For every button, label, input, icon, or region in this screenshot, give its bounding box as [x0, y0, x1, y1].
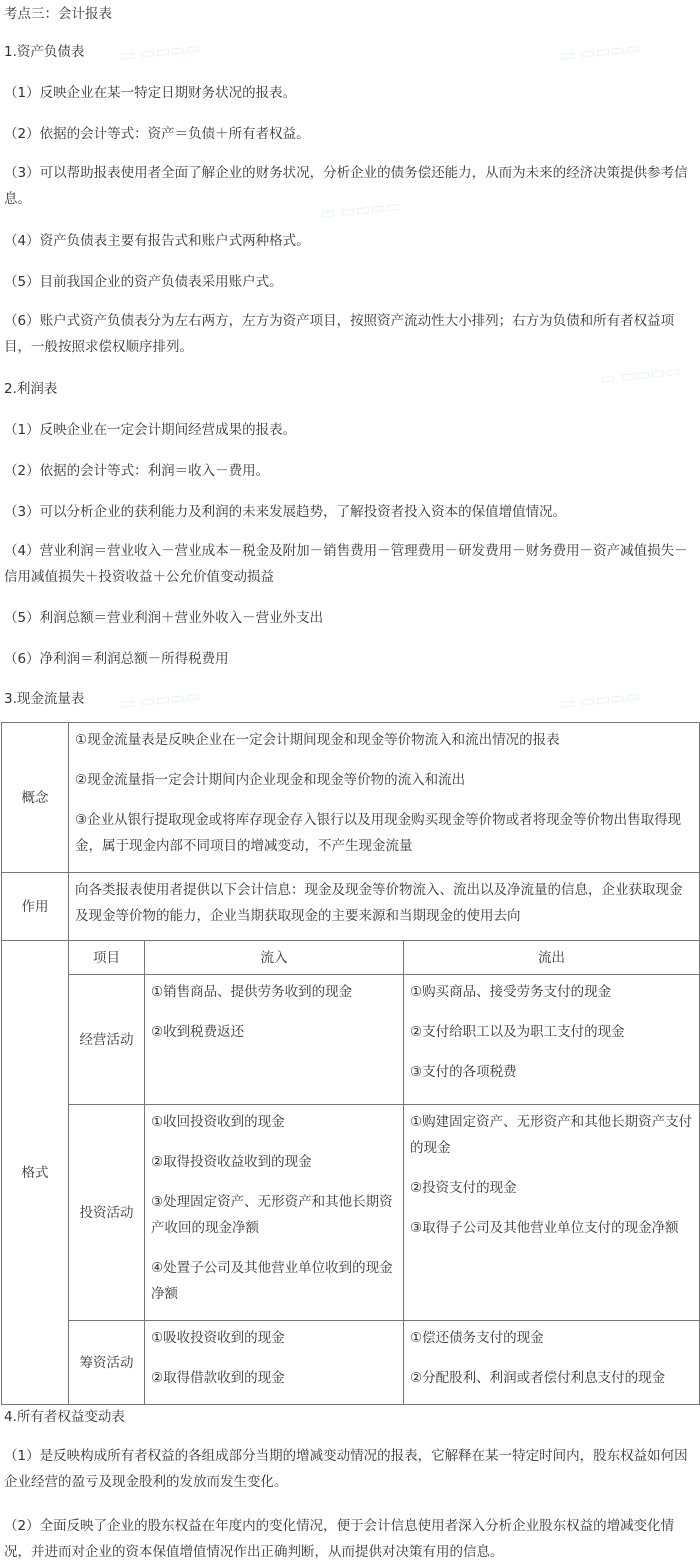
watermark: ▭ ▭▭▭▭	[599, 360, 682, 389]
paragraph: （1）反映企业在某一特定日期财务状况的报表。	[4, 85, 297, 101]
watermark: ▭ ▭▭▭▭	[559, 37, 642, 66]
inflow-item: ①收回投资收到的现金	[151, 1114, 285, 1130]
row-label-use: 作用	[2, 873, 69, 941]
outflow-item: ②分配股利、利润或者偿付利息支付的现金	[410, 1370, 666, 1386]
use-cell	[69, 873, 700, 941]
paragraph: （2）依据的会计等式：资产＝负债＋所有者权益。	[4, 126, 310, 142]
paragraph: （1）是反映构成所有者权益的各组成部分当期的增减变动情况的报表，它解释在某一特定时间内，股东权益如何因企业经营的盈亏及现金股利的发放而发生变化。	[4, 1448, 688, 1490]
paragraph: （4）营业利润＝营业收入－营业成本－税金及附加－销售费用－管理费用－研发费用－财务费用－资产减值损失－信用减值损失＋投资收益＋公允价值变动损益	[4, 543, 688, 585]
paragraph: （3）可以帮助报表使用者全面了解企业的财务状况，分析企业的债务偿还能力，从而为未来的经济决策提供参考信息。	[4, 165, 688, 207]
inflow-item: ②取得投资收益收到的现金	[151, 1154, 312, 1170]
outflow-item: ③取得子公司及其他营业单位支付的现金净额	[410, 1220, 679, 1236]
watermark: ▭ ▭▭▭▭	[119, 37, 202, 66]
col-header-item: 项目	[69, 941, 145, 975]
inflow-item: ④处置子公司及其他营业单位收到的现金净额	[151, 1260, 393, 1302]
paragraph: （3）可以分析企业的获利能力及利润的未来发展趋势，了解投资者投入资本的保值增值情况。	[4, 504, 567, 520]
activity-financing: 筹资活动	[69, 1321, 145, 1405]
section-heading: 4.所有者权益变动表	[4, 1409, 125, 1425]
concept-cell	[69, 723, 700, 873]
outflow-item: ①偿还债务支付的现金	[410, 1330, 544, 1346]
col-header-inflow: 流入	[145, 941, 404, 975]
paragraph: （4）资产负债表主要有报告式和账户式两种格式。	[4, 233, 310, 249]
watermark: ▭ ▭▭▭▭	[559, 685, 642, 714]
inflow-item: ③处理固定资产、无形资产和其他长期资产收回的现金净额	[151, 1194, 393, 1236]
outflow-item: ③支付的各项税费	[410, 1064, 517, 1080]
outflow-cell	[404, 1321, 700, 1405]
cash-flow-table	[1, 722, 700, 1405]
paragraph: （6）账户式资产负债表分为左右两方，左方为资产项目，按照资产流动性大小排列；右方为负债和所有者权益项目，一般按照求偿权顺序排列。	[4, 313, 675, 355]
inflow-cell	[145, 1105, 404, 1321]
use-text: 向各类报表使用者提供以下会计信息：现金及现金等价物流入、流出以及净流量的信息，企业获取现金及现金等价物的能力，企业当期获取现金的主要来源和当期现金的使用去向	[75, 882, 683, 924]
outflow-cell	[404, 1105, 700, 1321]
inflow-cell	[145, 975, 404, 1105]
section-heading: 3.现金流量表	[4, 691, 85, 707]
page-title: 考点三：会计报表	[4, 6, 112, 22]
row-label-concept: 概念	[2, 723, 69, 873]
inflow-item: ②收到税费返还	[151, 1024, 245, 1040]
paragraph: （5）利润总额＝营业利润＋营业外收入－营业外支出	[4, 610, 324, 626]
section-heading: 1.资产负债表	[4, 44, 85, 60]
outflow-item: ②投资支付的现金	[410, 1180, 517, 1196]
activity-investing: 投资活动	[69, 1105, 145, 1321]
paragraph: （6）净利润＝利润总额－所得税费用	[4, 651, 229, 667]
activity-operating: 经营活动	[69, 975, 145, 1105]
outflow-item: ①购买商品、接受劳务支付的现金	[410, 984, 612, 1000]
outflow-cell	[404, 975, 700, 1105]
watermark: ▭ ▭▭▭▭	[319, 195, 402, 224]
section-heading: 2.利润表	[4, 381, 58, 397]
watermark: ▭ ▭▭▭▭	[119, 685, 202, 714]
concept-item: ①现金流量表是反映企业在一定会计期间现金和现金等价物流入和流出情况的报表	[75, 732, 560, 748]
outflow-item: ②支付给职工以及为职工支付的现金	[410, 1024, 625, 1040]
concept-item: ②现金流量指一定会计期间内企业现金和现金等价物的流入和流出	[75, 772, 466, 788]
concept-item: ③企业从银行提取现金或将库存现金存入银行以及用现金购买现金等价物或者将现金等价物出售取得现金，属于现金内部不同项目的增减变动，不产生现金流量	[75, 812, 682, 854]
paragraph: （5）目前我国企业的资产负债表采用账户式。	[4, 274, 283, 290]
paragraph: （2）依据的会计等式：利润＝收入－费用。	[4, 463, 270, 479]
row-label-format: 格式	[2, 941, 69, 1405]
paragraph: （2）全面反映了企业的股东权益在年度内的变化情况，便于会计信息使用者深入分析企业股东权益的增减变化情况，并进而对企业的资本保值增值情况作出正确判断，从而提供对决策有用的信息。	[4, 1518, 675, 1560]
paragraph: （1）反映企业在一定会计期间经营成果的报表。	[4, 422, 297, 438]
inflow-cell	[145, 1321, 404, 1405]
inflow-item: ②取得借款收到的现金	[151, 1370, 285, 1386]
outflow-item: ①购建固定资产、无形资产和其他长期资产支付的现金	[410, 1114, 693, 1156]
inflow-item: ①销售商品、提供劳务收到的现金	[151, 984, 353, 1000]
inflow-item: ①吸收投资收到的现金	[151, 1330, 285, 1346]
col-header-outflow: 流出	[404, 941, 700, 975]
